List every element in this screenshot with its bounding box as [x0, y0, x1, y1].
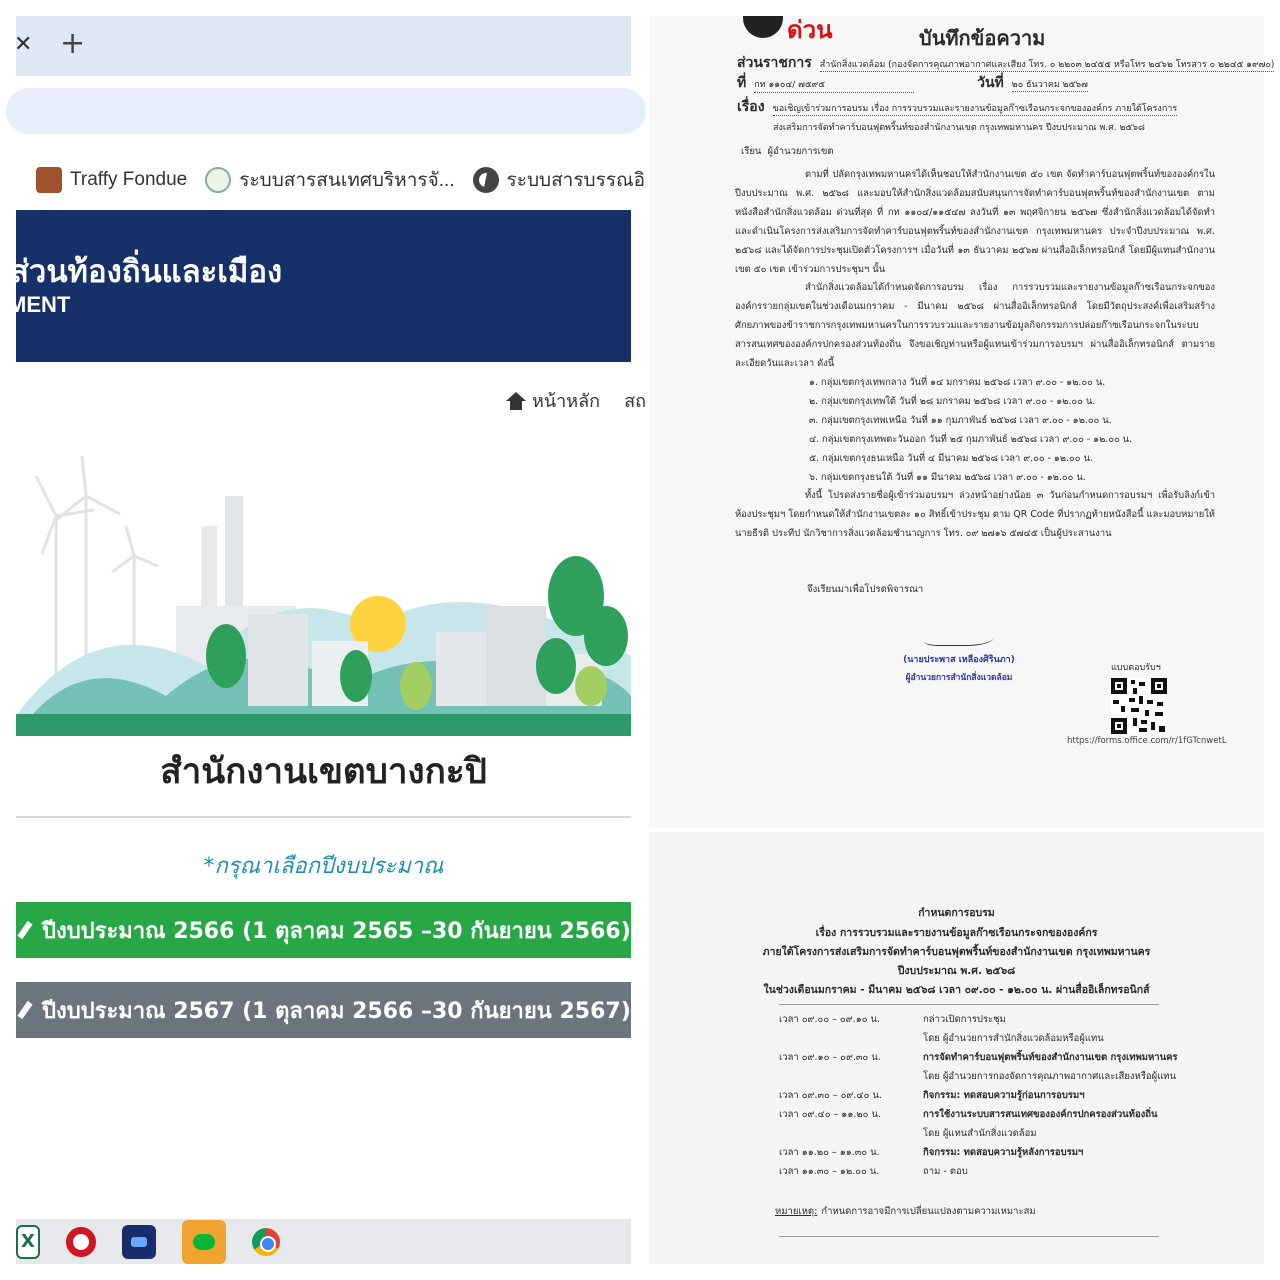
signer-position: ผู้อำนวยการสำนักสิ่งแวดล้อม [905, 673, 1013, 683]
memo-document [649, 16, 1275, 828]
memo-body [735, 166, 1215, 544]
divider [779, 1004, 1159, 1005]
schedule-row [649, 1145, 1264, 1163]
ref-label: ที่ [737, 75, 747, 91]
memo-to-row [741, 144, 834, 159]
memo-subject-row [737, 96, 1177, 118]
schedule-subject: เรื่อง การรวบรวมและรายงานข้อมูลก๊าซเรือนกระจกขององค์กร [815, 927, 1098, 939]
fiscal-year-2566-button[interactable] [16, 902, 631, 958]
row-activity: โดย ผู้แทนสำนักสิ่งแวดล้อม [923, 1128, 1037, 1139]
row-time: เวลา ๑๑.๒๐ – ๑๑.๓๐ น. [779, 1147, 880, 1158]
schedule-note [775, 1204, 1036, 1219]
bookmark-label: ระบบสารสนเทศบริหารจั... [239, 170, 455, 191]
bookmarks-bar [16, 156, 646, 204]
group-item: ๓. กลุ่มเขตกรุงเทพเหนือ วันที่ ๑๑ กุมภาพันธ์ ๒๕๖๘ เวลา ๙.๐๐ - ๑๒.๐๐ น. [809, 414, 1112, 426]
divider [779, 1236, 1159, 1237]
zoom-icon[interactable] [122, 1225, 156, 1259]
date-label: วันที่ [977, 75, 1004, 91]
signer-name: (นายประพาส เหลืองศิรินภา) [903, 655, 1015, 665]
close-tab-icon[interactable]: ✕ [14, 32, 33, 57]
schedule-row [649, 1069, 1264, 1087]
divider [16, 816, 631, 818]
new-tab-icon[interactable]: + [60, 26, 86, 61]
row-time: เวลา ๐๙.๐๐ – ๐๙.๑๐ น. [779, 1014, 881, 1025]
home-icon [506, 392, 526, 410]
schedule-row [649, 1126, 1264, 1144]
address-bar [16, 76, 631, 146]
nav-bar [506, 386, 646, 415]
group-item: ๑. กลุ่มเขตกรุงเทพกลาง วันที่ ๑๔ มกราคม ๒๕๖๘ เวลา ๙.๐๐ - ๑๒.๐๐ น. [809, 376, 1106, 388]
url-input[interactable] [6, 88, 646, 134]
schedule-document [649, 832, 1264, 1264]
memo-paragraph-2: สำนักสิ่งแวดล้อมได้กำหนดจัดการอบรม เรื่อง การรวบรวมและรายงานข้อมูลก๊าซเรือนกระจกขององค์กรรายกลุ่มเขตในช่วงเดือนมกราคม - มีนาคม ๒๕๖๘ ผ่านสื่ออิเล็กทรอนิกส์ โดยมีวัตถุประสงค์เพื่อเสริมสร้างศักยภาพของข้าราชการกรุงเทพมหานครในการรวบรวมและรายงานข้อมูลกิจกรรมการปล่อยก๊าซเรือนกระจกในระบบสารสนเทศขององค์กรปกครองส่วนท้องถิ่น จึงขอเชิญท่านหรือผู้แทนเข้าร่วมการอบรมฯ ผ่านสื่ออิเล็กทรอนิกส์ ตามรายละเอียดวันและเวลา ดังนี้ [735, 282, 1215, 370]
row-activity: กล่าวเปิดการประชุม [923, 1014, 1006, 1025]
bookmark-traffy-fondue[interactable] [36, 167, 187, 193]
signature [924, 624, 994, 646]
row-time: เวลา ๐๙.๔๐ – ๑๑.๒๐ น. [779, 1109, 881, 1120]
qr-code-icon[interactable] [1111, 678, 1167, 734]
memo-ref-row [737, 72, 1088, 94]
memo-paragraph-3: ทั้งนี้ โปรดส่งรายชื่อผู้เข้าร่วมอบรมฯ ล่วงหน้าอย่างน้อย ๓ วันก่อนกำหนดการอบรมฯ เพื่อรับลิงก์เข้าห้องประชุมฯ โดยกำหนดให้สำนักงานเขตละ ๑๐ สิทธิ์เข้าประชุม ตาม QR Code ที่ปรากฏท้ายหนังสือนี้ และมอบหมายให้นายธีรติ ประทีป นักวิชาการสิ่งแวดล้อมชำนาญการ โทร. ๐๙ ๒๗๑๖ ๕๗๔๕ เป็นผู้ประสานงาน [735, 490, 1215, 540]
row-activity: ถาม - ตอบ [923, 1166, 968, 1177]
schedule-project: ภายใต้โครงการส่งเสริมการจัดทำคาร์บอนฟุตพริ้นท์ของสำนักงานเขต กรุงเทพมหานคร [762, 946, 1151, 958]
date-value: ๒๐ ธันวาคม ๒๕๖๗ [1011, 80, 1088, 90]
line-icon[interactable] [182, 1220, 226, 1264]
to-label: เรียน [741, 146, 762, 157]
note-label: หมายเหตุ: [775, 1206, 818, 1217]
bookmark-e-document[interactable] [473, 165, 646, 195]
row-time: เวลา ๑๑.๓๐ – ๑๒.๐๐ น. [779, 1166, 880, 1177]
select-budget-hint: *กรุณาเลือกปีงบประมาณ [203, 854, 444, 879]
memo-heading: บันทึกข้อความ [919, 26, 1046, 50]
nav-next-link[interactable]: สถ [624, 391, 646, 412]
hero-illustration [16, 456, 631, 736]
schedule-period: ในช่วงเดือนมกราคม - มีนาคม ๒๕๖๘ เวลา ๐๙.๐๐ - ๑๒.๐๐ น. ผ่านสื่ออิเล็กทรอนิกส์ [763, 984, 1150, 996]
subject-line-2: ส่งเสริมการจัดทำคาร์บอนฟุตพริ้นท์ของสำนักงานเขต กรุงเทพมหานคร ปีงบประมาณ พ.ศ. ๒๕๖๘ [773, 123, 1145, 133]
schedule-row [649, 1012, 1264, 1030]
urgent-stamp: ด่วน [787, 16, 833, 44]
row-activity: กิจกรรม: ทดสอบความรู้หลังการอบรมฯ [923, 1147, 1084, 1158]
ref-value: กท ๑๑๐๔/ ๗๕๙๕ [754, 77, 914, 93]
schedule-title: กำหนดการอบรม [918, 907, 995, 919]
row-time: เวลา ๐๙.๓๐ – ๐๙.๔๐ น. [779, 1090, 882, 1101]
qr-label: แบบตอบรับฯ [1111, 663, 1161, 673]
agency-label: ส่วนราชการ [737, 55, 812, 71]
group-item: ๒. กลุ่มเขตกรุงเทพใต้ วันที่ ๒๘ มกราคม ๒๕๖๘ เวลา ๙.๐๐ - ๑๒.๐๐ น. [809, 395, 1096, 407]
group-item: ๕. กลุ่มเขตกรุงธนเหนือ วันที่ ๔ มีนาคม ๒๕๖๘ เวลา ๙.๐๐ - ๑๒.๐๐ น. [809, 452, 1093, 464]
note-text: กำหนดการอาจมีการเปลี่ยนแปลงตามความเหมาะสม [821, 1206, 1036, 1217]
office-title: สำนักงานเขตบางกะปิ [160, 752, 487, 792]
schedule-row [649, 1164, 1264, 1182]
globe-icon [473, 167, 499, 193]
banner-title-en: MENT [8, 292, 71, 317]
row-activity: กิจกรรม: ทดสอบความรู้ก่อนการอบรมฯ [923, 1090, 1085, 1101]
memo-closing: จึงเรียนมาเพื่อโปรดพิจารณา [807, 584, 924, 595]
memo-subject-row-2 [773, 120, 1145, 134]
row-activity: การใช้งานระบบสารสนเทศขององค์กรปกครองส่วนท้องถิ่น [923, 1109, 1158, 1120]
browser-screenshot [8, 16, 646, 1264]
garuda-seal-icon [743, 16, 783, 38]
schedule-fiscal-year: ปีงบประมาณ พ.ศ. ๒๕๖๘ [897, 965, 1016, 977]
opera-icon[interactable] [66, 1227, 96, 1257]
row-time: เวลา ๐๙.๑๐ – ๐๙.๓๐ น. [779, 1052, 881, 1063]
agency-value: สำนักสิ่งแวดล้อม (กองจัดการคุณภาพอากาศและเสียง โทร. ๐ ๒๒๐๓ ๒๔๕๕ หรือโทร ๒๔๖๒ โทรสาร ๐ ๒๒๔๕ ๑๙๗๐) [819, 60, 1275, 70]
to-value: ผู้อำนวยการเขต [767, 146, 834, 157]
edit-icon [18, 919, 34, 941]
schedule-row [649, 1088, 1264, 1106]
subject-line-1: ขอเชิญเข้าร่วมการอบรม เรื่อง การรวบรวมและรายงานข้อมูลก๊าซเรือนกระจกขององค์กร ภายใต้โครงการ [772, 104, 1178, 114]
bookmark-label: Traffy Fondue [70, 169, 188, 190]
bookmark-label: ระบบสารบรรณอิ [506, 170, 646, 191]
bookmark-info-system[interactable] [205, 165, 454, 195]
fiscal-year-label: ปีงบประมาณ 2567 (1 ตุลาคม 2566 –30 กันยายน 2567) [42, 998, 631, 1024]
site-banner [8, 210, 631, 362]
tab-active[interactable] [40, 16, 631, 76]
qr-url: https://forms.office.com/r/1fGTcnwetL [1067, 736, 1227, 746]
fondue-icon [36, 167, 62, 193]
memo-paragraph-1: ตามที่ ปลัดกรุงเทพมหานครได้เห็นชอบให้สำนักงานเขต ๕๐ เขต จัดทำคาร์บอนฟุตพริ้นท์ขององค์กรในปีงบประมาณ พ.ศ. ๒๕๖๘ และมอบให้สำนักสิ่งแวดล้อมสนับสนุนการจัดทำคาร์บอนฟุตพริ้นท์ของสำนักงานเขต ตามหนังสือสำนักสิ่งแวดล้อม ด่วนที่สุด ที่ กท ๑๑๐๔/๑๑๕๔๗ ลงวันที่ ๑๓ พฤศจิกายน ๒๕๖๗ ซึ่งสำนักสิ่งแวดล้อมได้จัดทำและดำเนินโครงการส่งเสริมการจัดทำคาร์บอนฟุตพริ้นท์ของสำนักงานเขต กรุงเทพมหานคร ประจำปีงบประมาณ พ.ศ. ๒๕๖๘ และได้จัดการประชุมเปิดตัวโครงการฯ เมื่อวันที่ ๑๓ ธันวาคม ๒๕๖๗ ผ่านสื่ออิเล็กทรอนิกส์ โดยมีผู้แทนสำนักงานเขต ๕๐ เขต เข้าร่วมการประชุมฯ นั้น [735, 169, 1215, 275]
group-item: ๖. กลุ่มเขตกรุงธนใต้ วันที่ ๑๑ มีนาคม ๒๕๖๘ เวลา ๙.๐๐ - ๑๒.๐๐ น. [809, 471, 1086, 483]
schedule-row [649, 1050, 1264, 1068]
edit-icon [18, 999, 34, 1021]
nav-home-link[interactable]: หน้าหลัก [532, 391, 601, 412]
memo-agency-row [737, 52, 1274, 74]
schedule-row [649, 1107, 1264, 1125]
fiscal-year-2567-button[interactable] [16, 982, 631, 1038]
excel-icon[interactable]: X [16, 1225, 40, 1259]
row-activity: โดย ผู้อำนวยการกองจัดการคุณภาพอากาศและเสียงหรือผู้แทน [923, 1071, 1177, 1082]
fiscal-year-label: ปีงบประมาณ 2566 (1 ตุลาคม 2565 –30 กันยายน 2566) [42, 918, 631, 944]
tab-strip [16, 16, 631, 76]
taskbar [16, 1219, 631, 1264]
row-activity: การจัดทำคาร์บอนฟุตพริ้นท์ของสำนักงานเขต กรุงเทพมหานคร [923, 1052, 1178, 1063]
subject-label: เรื่อง [737, 99, 765, 115]
group-item: ๔. กลุ่มเขตกรุงเทพตะวันออก วันที่ ๒๕ กุมภาพันธ์ ๒๕๖๘ เวลา ๙.๐๐ - ๑๒.๐๐ น. [809, 433, 1133, 445]
seal-icon [205, 167, 231, 193]
schedule-row [649, 1031, 1264, 1049]
signature-block [889, 624, 1029, 684]
banner-title-th: ส่วนท้องถิ่นและเมือง [10, 254, 283, 290]
chrome-icon[interactable] [252, 1228, 280, 1256]
row-activity: โดย ผู้อำนวยการสำนักสิ่งแวดล้อมหรือผู้แทน [923, 1033, 1104, 1044]
